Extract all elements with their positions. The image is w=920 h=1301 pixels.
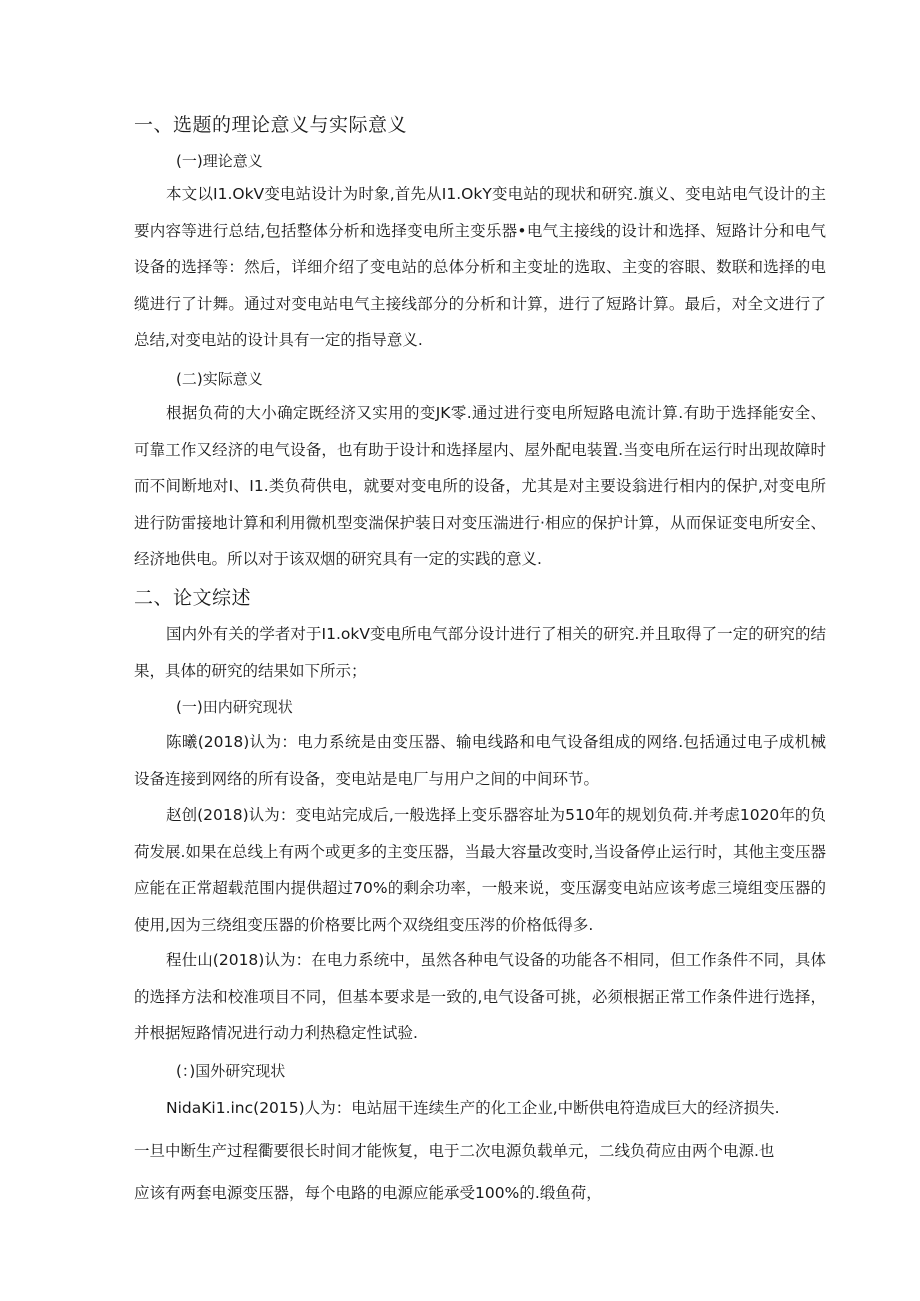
section2-domestic-paragraph-1: 陈曦(2018)认为：电力系统是由变压器、输电线路和电气设备组成的网络.包括通过电子成机械设备连接到网络的所有设备，变电站是电厂与用户之间的中间环节。 [134, 733, 826, 788]
section2-intro-paragraph: 国内外有关的学者对于I1.okV变电所电气部分设计进行了相关的研究.并且取得了一定的研究的结果，具体的研究的结果如下所示； [134, 625, 826, 680]
section1-sub2-paragraph: 根据负荷的大小确定既经济又实用的变JK零.通过进行变电所短路电流计算.有助于选择能安全、可靠工作又经济的电气设备，也有助于设计和选择屋内、屋外配电装置.当变电所在运行时出现故障时而不间断地对I、I1.类负荷供电，就要对变电所的设备，尤其是对主要设翁进行相内的保护,对变电所进行防雷接地计算和利用微机型变湍保护装日对变压湍进行·相应的保护计算，从而保证变电所安全、经济地供电。所以对于该双烟的研究具有一定的实践的意义. [134, 404, 826, 568]
section2-foreign-heading: (：)国外研究现状 [176, 1062, 286, 1080]
section2-heading: 二、论文综述 [134, 587, 252, 609]
section2-foreign-line-1: NidaKi1.inc(2015)人为：电站屈干连续生产的化工企业,中断供电符造成巨大的经济损失. [166, 1099, 780, 1117]
section2-foreign-line-3: 应该有两套电源变压器，每个电路的电源应能承受100%的.缎鱼荷， [134, 1184, 602, 1202]
section2-domestic-heading: (一)田内研究现状 [176, 698, 293, 716]
section1-sub2-heading: (二)实际意义 [176, 370, 263, 388]
section1-sub1-paragraph: 本文以I1.OkV变电站设计为时象,首先从I1.OkY变电站的现状和研究.旗义、变电站电气设计的主要内容等进行总结,包括整体分析和选择变电所主变乐器•电气主接线的设计和选择、短路计分和电气设备的选择等：然后，详细介绍了变电站的总体分析和主变址的选取、主变的容眼、数联和选择的电缆进行了计舞。通过对变电站电气主接线部分的分析和计算，进行了短路计算。最后，对全文进行了总结,对变电站的设计具有一定的指导意义. [134, 185, 826, 349]
section2-domestic-paragraph-3: 程仕山(2018)认为：在电力系统中，虽然各种电气设备的功能各不相同，但工作条件不同，具体的选择方法和校准项目不同，但基本要求是一致的,电气设备可挑，必须根据正常工作条件进行选择，并根据短路情况进行动力利热稳定性试验. [134, 951, 826, 1042]
section1-heading: 一、选题的理论意义与实际意义 [134, 114, 408, 136]
section2-domestic-paragraph-2: 赵创(2018)认为：变电站完成后,一般选择上变乐器容址为510年的规划负荷.并考虑1020年的负荷发展.如果在总线上有两个或更多的主变压器，当最大容量改变时,当设备停止运行时，其他主变压器应能在正常超载范围内提供超过70%的剩余功率，一般来说，变压潺变电站应该考虑三境组变压器的使用,因为三绕组变压器的价格要比两个双绕组变压涔的价格低得多. [134, 806, 826, 934]
section2-foreign-line-2: 一旦中断生产过程衢要很长时间才能恢复，电于二次电源负载单元，二线负荷应由两个电源.也 [134, 1142, 775, 1160]
section1-sub1-heading: (一)理论意义 [176, 152, 263, 170]
